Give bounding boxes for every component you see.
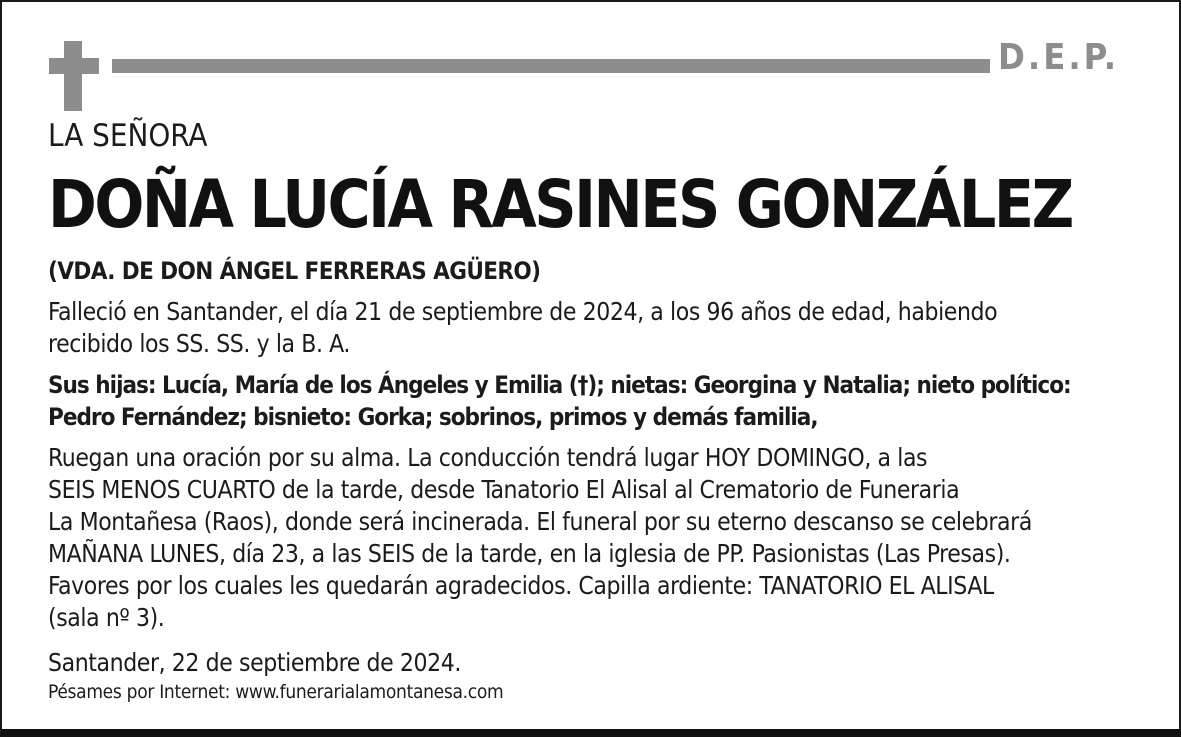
dep-label: D.E.P. (998, 37, 1120, 78)
place-date: Santander, 22 de septiembre de 2024. (48, 648, 461, 677)
death-line: Falleció en Santander, el día 21 de septiembre de 2024, a los 96 años de edad, habiendo (48, 297, 998, 326)
death-paragraph (48, 296, 1148, 360)
deceased-name: DOÑA LUCÍA RASINES GONZÁLEZ (48, 166, 1072, 243)
service-line: La Montañesa (Raos), donde será incinerada. El funeral por su eterno descanso se celebrará (48, 507, 1032, 536)
service-line: SEIS MENOS CUARTO de la tarde, desde Tanatorio El Alisal al Crematorio de Funeraria (48, 475, 960, 504)
service-line: MAÑANA LUNES, día 23, a las SEIS de la tarde, en la iglesia de PP. Pasionistas (Las Presas). (48, 539, 1011, 568)
condolences-link[interactable]: Pésames por Internet: www.funerarialamontanesa.com (48, 681, 504, 703)
service-line: (sala nº 3). (48, 603, 165, 632)
service-paragraph (48, 442, 1148, 634)
family-paragraph (48, 369, 1148, 433)
honorific: LA SEÑORA (48, 118, 208, 154)
service-line: Favores por los cuales les quedarán agradecidos. Capilla ardiente: TANATORIO EL ALISAL (48, 571, 994, 600)
cross-icon (49, 41, 99, 111)
header-rule (112, 59, 990, 73)
family-line: Sus hijas: Lucía, María de los Ángeles y Emilia (†); nietas: Georgina y Natalia; nieto político: (48, 371, 1071, 399)
widow-of: (VDA. DE DON ÁNGEL FERRERAS AGÜERO) (48, 257, 541, 285)
service-line: Ruegan una oración por su alma. La conducción tendrá lugar HOY DOMINGO, a las (48, 443, 928, 472)
death-line: recibido los SS. SS. y la B. A. (48, 329, 351, 358)
family-line: Pedro Fernández; bisnieto: Gorka; sobrinos, primos y demás familia, (48, 403, 818, 431)
